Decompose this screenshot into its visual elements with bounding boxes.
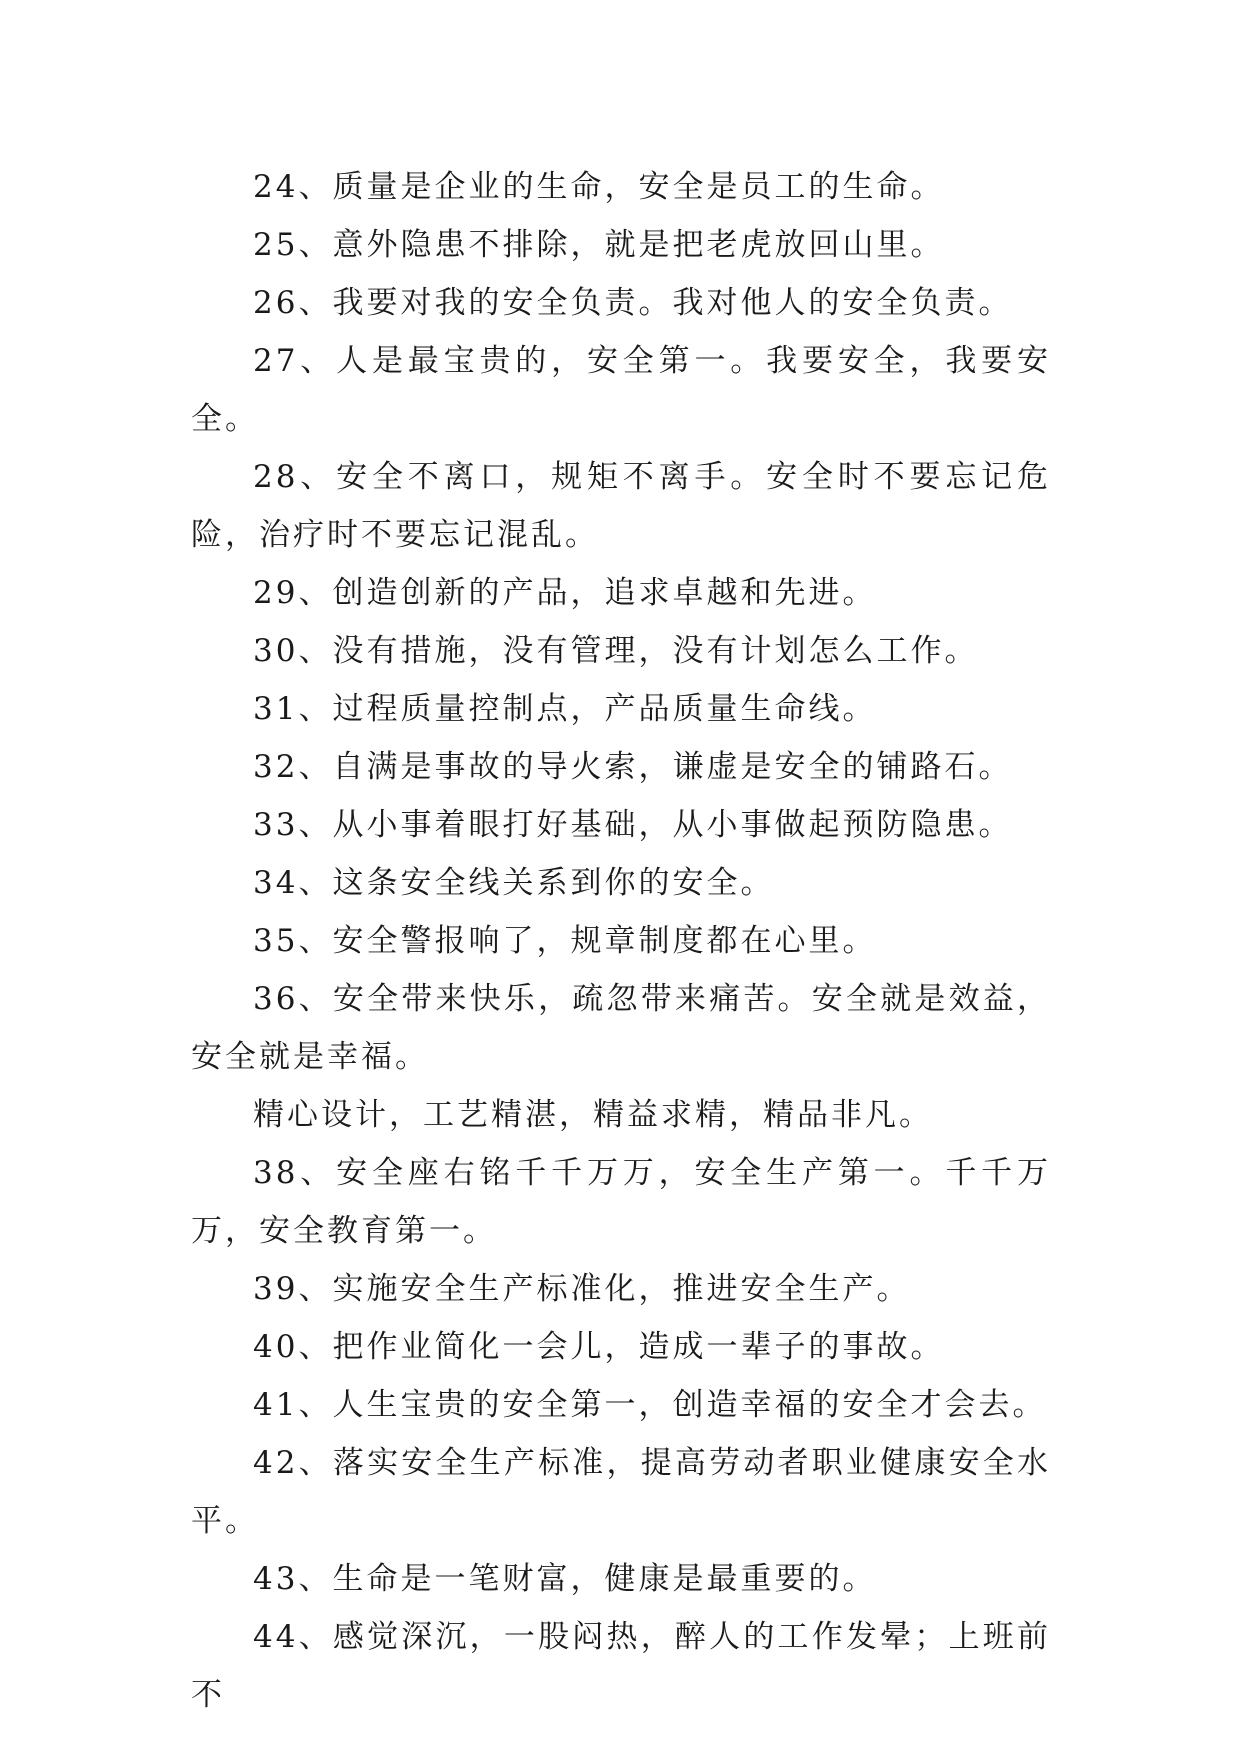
paragraph-30: 30、没有措施，没有管理，没有计划怎么工作。	[253, 633, 979, 669]
paragraph-39: 39、实施安全生产标准化，推进安全生产。	[253, 1271, 911, 1307]
paragraph-38: 38、安全座右铭千千万万，安全生产第一。千千万万，安全教育第一。	[191, 1155, 1051, 1249]
paragraph-44: 44、感觉深沉，一股闷热，醉人的工作发晕；上班前不	[191, 1619, 1051, 1713]
document-body	[191, 158, 1051, 1724]
paragraph-36: 36、安全带来快乐，疏忽带来痛苦。安全就是效益，安全就是幸福。	[191, 981, 1051, 1075]
paragraph-40: 40、把作业简化一会儿，造成一辈子的事故。	[253, 1329, 945, 1365]
paragraph-24: 24、质量是企业的生命，安全是员工的生命。	[253, 169, 945, 205]
paragraph-27: 27、人是最宝贵的，安全第一。我要安全，我要安全。	[191, 343, 1051, 437]
paragraph-29: 29、创造创新的产品，追求卓越和先进。	[253, 575, 877, 611]
paragraph-28: 28、安全不离口，规矩不离手。安全时不要忘记危险，治疗时不要忘记混乱。	[191, 459, 1051, 553]
paragraph-34: 34、这条安全线关系到你的安全。	[253, 865, 775, 901]
paragraph-32: 32、自满是事故的导火索，谦虚是安全的铺路石。	[253, 749, 1013, 785]
paragraph-35: 35、安全警报响了，规章制度都在心里。	[253, 923, 877, 959]
paragraph-26: 26、我要对我的安全负责。我对他人的安全负责。	[253, 285, 1013, 321]
paragraph-37: 精心设计，工艺精湛，精益求精，精品非凡。	[253, 1097, 933, 1133]
paragraph-42: 42、落实安全生产标准，提高劳动者职业健康安全水平。	[191, 1445, 1051, 1539]
paragraph-33: 33、从小事着眼打好基础，从小事做起预防隐患。	[253, 807, 1013, 843]
paragraph-43: 43、生命是一笔财富，健康是最重要的。	[253, 1561, 877, 1597]
paragraph-25: 25、意外隐患不排除，就是把老虎放回山里。	[253, 227, 945, 263]
paragraph-41: 41、人生宝贵的安全第一，创造幸福的安全才会去。	[253, 1387, 1047, 1423]
paragraph-31: 31、过程质量控制点，产品质量生命线。	[253, 691, 877, 727]
